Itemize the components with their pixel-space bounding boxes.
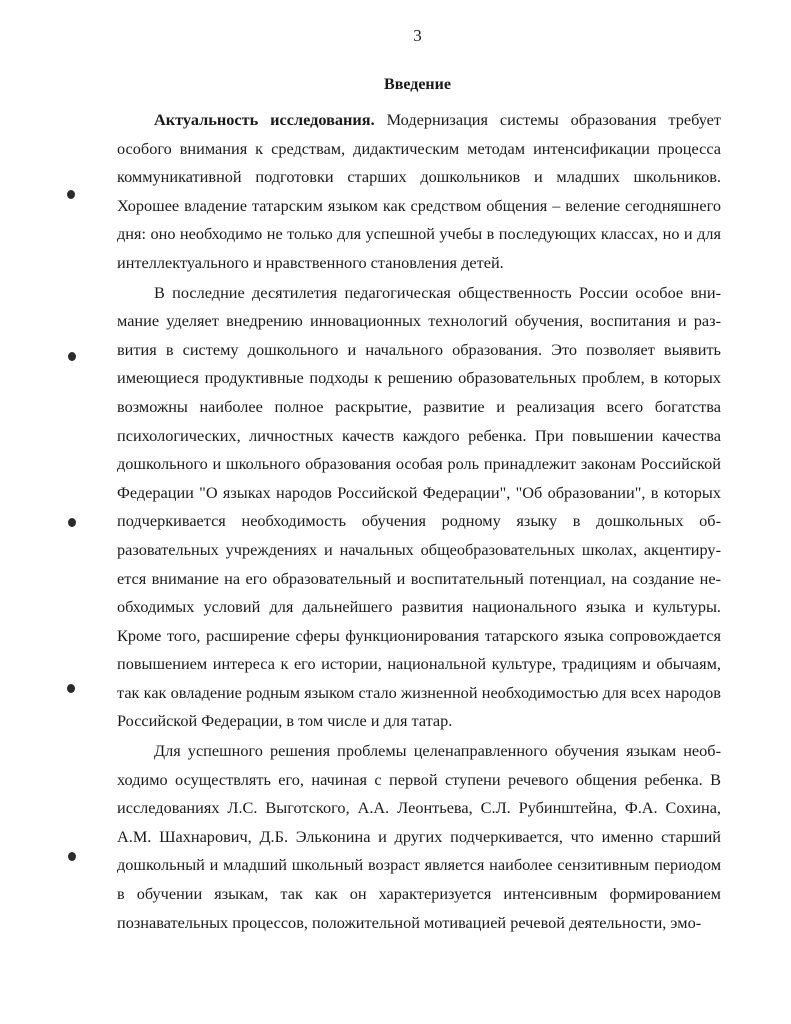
paragraph-text: Для успешного решения проблемы целенаправленного обучения языкам необходимо осуществлять его, начиная с первой ступени речевого общения ребенка. В исследованиях Л.С. Выготского, А.А. Леонтьева, С.Л. Рубинштейна, Ф.А. Сохина, А.М. Шахнарович, Д.Б. Эльконина и других подчеркивается, что именно старший дошкольный и младший школьный возраст является наиболее сензитивным периодом в обучении языкам, так как он характеризуется интенсивным формированием познавательных процессов, положительной мотивацией речевой деятельности, эмо-: [117, 741, 721, 932]
paragraph-lead: Актуальность исследования.: [154, 110, 375, 129]
page-number: 3: [413, 26, 422, 45]
binder-hole-mark: [68, 852, 76, 861]
paragraph-relevance: [117, 106, 721, 278]
paragraph-text: В последние десятилетия педагогическая общественность России особое внимание уделяет внедрению инновационных технологий обучения, воспитания и развития в систему дошкольного и начального образования. Это позволяет выявить имеющиеся продуктивные подходы к решению образовательных проблем, в которых возможны наиболее полное раскрытие, развитие и реализация всего богатства психологических, личностных качеств каждого ребенка. При повышении качества дошкольного и школьного образования особая роль принадлежит законам Российской Федерации "О языках народов Российской Федерации", "Об образовании", в которых подчеркивается необходимость обучения родному языку в дошкольных образовательных учреждениях и начальных общеобразовательных школах, акцентируется внимание на его образовательный и воспитательный потенциал, на создание необходимых условий для дальнейшего развития национального языка и культуры. Кроме того, расширение сферы функционирования татарского языка сопровождается повышением интереса к его истории, национальной культуре, традициям и обычаям, так как овладение родным языком стало жизненной необходимостью для всех народов Российской Федерации, в том числе и для татар.: [117, 282, 721, 731]
binder-hole-mark: [68, 518, 76, 527]
binder-hole-mark: [67, 190, 75, 199]
paragraph-text: Модернизация системы образования требует особого внимания к средствам, дидактическим методам интенсификации процесса коммуникативной подготовки старших дошкольников и младших школьников. Хорошее владение татарским языком как средством общения – веление сегодняшнего дня: оно необходимо не только для успешной учебы в последующих классах, но и для интеллектуального и нравственного становления детей.: [117, 110, 722, 272]
body-text: [117, 106, 721, 937]
section-heading: Введение: [384, 76, 451, 93]
binder-hole-mark: [68, 352, 76, 361]
paragraph-innovations: [117, 279, 721, 737]
binder-hole-mark: [67, 684, 75, 693]
paragraph-language-learning: [117, 737, 721, 937]
